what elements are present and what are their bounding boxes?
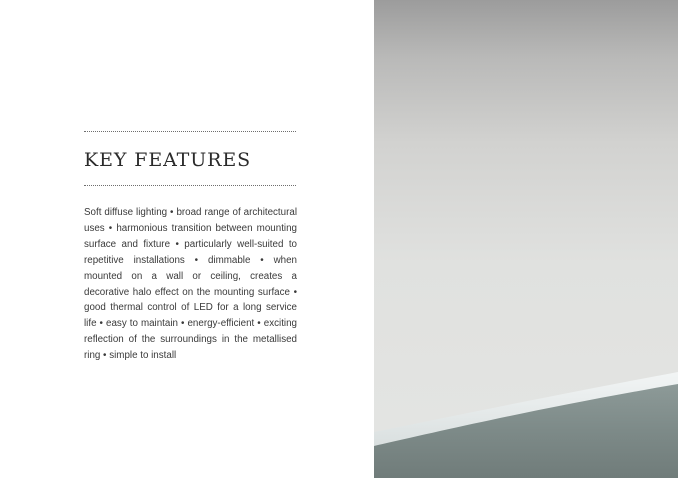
fixture-ring-graphic [374,0,678,478]
top-dotted-rule [84,131,296,132]
features-paragraph: Soft diffuse lighting • broad range of architectural uses • harmonious transition between mounting surface and fixture • particularly well-suited to repetitive installations • dimmable • when mounted on a wall or ceiling, creates a decorative halo effect on the mounting surface • good thermal control of LED for a long service life • easy to maintain • energy-efficient • exciting reflection of the surroundings in the metallised ring • simple to install [84,207,297,362]
bottom-dotted-rule [84,185,296,186]
product-photo [374,0,678,478]
section-heading: KEY FEATURES [84,149,252,171]
